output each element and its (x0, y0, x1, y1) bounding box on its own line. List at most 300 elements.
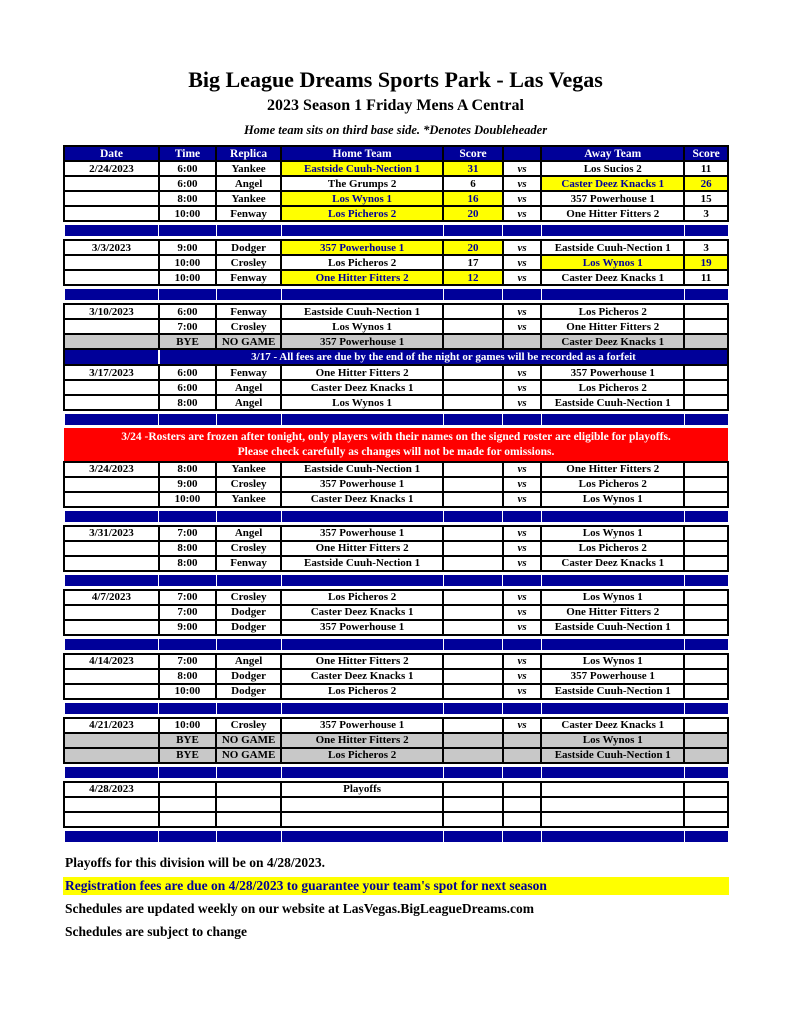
away-team-cell: Eastside Cuuh-Nection 1 (541, 684, 684, 699)
replica-cell: Crosley (216, 477, 281, 492)
away-team-cell: Eastside Cuuh-Nection 1 (541, 240, 684, 255)
away-team-cell: Caster Deez Knacks 1 (541, 718, 684, 733)
home-score-cell (443, 395, 503, 410)
away-team-cell: Los Picheros 2 (541, 477, 684, 492)
vs-cell: vs (503, 556, 542, 571)
schedule-table-header (64, 146, 728, 161)
home-score-cell (443, 748, 503, 763)
vs-cell (503, 748, 542, 763)
division-subtitle: 2023 Season 1 Friday Mens A Central (267, 97, 524, 115)
separator-cell (443, 414, 503, 425)
empty-row (64, 797, 728, 812)
replica-cell: Dodger (216, 669, 281, 684)
time-cell (159, 812, 216, 827)
away-team-cell: Los Wynos 1 (541, 526, 684, 541)
separator-row (64, 703, 728, 714)
replica-cell: Yankee (216, 191, 281, 206)
replica-cell: Fenway (216, 206, 281, 221)
home-team-cell: Caster Deez Knacks 1 (281, 380, 443, 395)
game-row (64, 206, 728, 221)
game-row (64, 191, 728, 206)
game-row (64, 526, 728, 541)
separator-cell (443, 639, 503, 650)
home-team-cell: Los Picheros 2 (281, 684, 443, 699)
away-score-cell: 26 (684, 176, 728, 191)
replica-cell (216, 812, 281, 827)
separator-row (64, 289, 728, 300)
away-team-cell: 357 Powerhouse 1 (541, 191, 684, 206)
away-score-cell (684, 395, 728, 410)
home-score-cell (443, 334, 503, 349)
date-cell (64, 334, 159, 349)
vs-cell: vs (503, 620, 542, 635)
home-team-cell: 357 Powerhouse 1 (281, 526, 443, 541)
home-score-cell (443, 654, 503, 669)
separator-cell (443, 225, 503, 236)
home-score-cell: 12 (443, 270, 503, 285)
game-row (64, 161, 728, 176)
date-cell (64, 733, 159, 748)
col-header-time: Time (159, 146, 216, 161)
game-row (64, 270, 728, 285)
away-score-cell (684, 654, 728, 669)
game-row (64, 541, 728, 556)
separator-row (64, 831, 728, 842)
home-team-cell: Los Picheros 2 (281, 748, 443, 763)
home-score-cell: 31 (443, 161, 503, 176)
home-team-cell (281, 797, 443, 812)
separator-cell (281, 225, 443, 236)
home-team-cell: 357 Powerhouse 1 (281, 718, 443, 733)
away-score-cell: 15 (684, 191, 728, 206)
away-team-cell: Eastside Cuuh-Nection 1 (541, 395, 684, 410)
separator-cell (503, 831, 542, 842)
separator-cell (159, 703, 216, 714)
home-score-cell: 20 (443, 240, 503, 255)
separator-cell (443, 511, 503, 522)
home-score-cell (443, 812, 503, 827)
home-score-cell (443, 605, 503, 620)
time-cell: 9:00 (159, 240, 216, 255)
away-score-cell (684, 748, 728, 763)
separator-cell (216, 703, 281, 714)
separator-cell (216, 289, 281, 300)
away-score-cell (684, 797, 728, 812)
game-row (64, 684, 728, 699)
separator-cell (159, 767, 216, 778)
separator-cell (443, 831, 503, 842)
away-score-cell (684, 590, 728, 605)
date-cell (64, 492, 159, 507)
away-score-cell (684, 605, 728, 620)
date-cell (64, 270, 159, 285)
away-score-cell: 11 (684, 161, 728, 176)
vs-cell: vs (503, 206, 542, 221)
replica-cell: Dodger (216, 684, 281, 699)
replica-cell: Dodger (216, 240, 281, 255)
away-team-cell: Los Picheros 2 (541, 304, 684, 319)
time-cell: 7:00 (159, 605, 216, 620)
separator-row (64, 511, 728, 522)
vs-cell: vs (503, 605, 542, 620)
home-score-cell (443, 733, 503, 748)
away-score-cell (684, 541, 728, 556)
separator-cell (281, 831, 443, 842)
home-score-cell (443, 669, 503, 684)
date-cell (64, 380, 159, 395)
away-score-cell (684, 492, 728, 507)
vs-cell (503, 733, 542, 748)
away-score-cell: 3 (684, 206, 728, 221)
footer-notes (63, 854, 729, 941)
date-cell (64, 191, 159, 206)
replica-cell: Angel (216, 654, 281, 669)
separator-cell (684, 703, 728, 714)
separator-cell (159, 831, 216, 842)
away-team-cell: Los Sucios 2 (541, 161, 684, 176)
home-score-cell (443, 526, 503, 541)
away-score-cell: 19 (684, 255, 728, 270)
vs-cell: vs (503, 240, 542, 255)
date-cell (64, 669, 159, 684)
separator-cell (216, 575, 281, 586)
time-cell: 8:00 (159, 462, 216, 477)
separator-cell (64, 831, 159, 842)
separator-cell (159, 414, 216, 425)
replica-cell: NO GAME (216, 334, 281, 349)
home-score-cell (443, 492, 503, 507)
away-score-cell (684, 733, 728, 748)
time-cell: 6:00 (159, 365, 216, 380)
home-team-cell: Eastside Cuuh-Nection 1 (281, 161, 443, 176)
separator-cell (159, 511, 216, 522)
date-cell (64, 349, 159, 365)
home-score-cell (443, 477, 503, 492)
vs-cell: vs (503, 380, 542, 395)
banner-line: 3/24 -Rosters are frozen after tonight, only players with their names on the signed roster are eligible for playoffs. (121, 431, 671, 444)
separator-cell (64, 225, 159, 236)
replica-cell: Crosley (216, 255, 281, 270)
separator-row (64, 225, 728, 236)
home-team-cell: 357 Powerhouse 1 (281, 240, 443, 255)
vs-cell: vs (503, 319, 542, 334)
fees-note-row (64, 349, 728, 365)
time-cell: 10:00 (159, 492, 216, 507)
date-cell: 3/10/2023 (64, 304, 159, 319)
home-score-cell: 20 (443, 206, 503, 221)
separator-cell (64, 414, 159, 425)
time-cell: 10:00 (159, 270, 216, 285)
away-team-cell: Los Picheros 2 (541, 380, 684, 395)
separator-cell (216, 639, 281, 650)
home-team-cell: 357 Powerhouse 1 (281, 620, 443, 635)
date-cell (64, 605, 159, 620)
away-team-cell: One Hitter Fitters 2 (541, 462, 684, 477)
away-score-cell (684, 620, 728, 635)
replica-cell: Yankee (216, 161, 281, 176)
away-team-cell: One Hitter Fitters 2 (541, 319, 684, 334)
game-row (64, 477, 728, 492)
separator-cell (443, 767, 503, 778)
away-team-cell: Eastside Cuuh-Nection 1 (541, 620, 684, 635)
date-cell: 4/28/2023 (64, 782, 159, 797)
separator-cell (503, 289, 542, 300)
away-score-cell (684, 669, 728, 684)
replica-cell (216, 782, 281, 797)
game-row (64, 319, 728, 334)
separator-cell (684, 414, 728, 425)
home-team-cell: One Hitter Fitters 2 (281, 654, 443, 669)
playoffs-note: Playoffs for this division will be on 4/28/2023. (65, 854, 326, 870)
spacer-cell (64, 842, 728, 845)
separator-cell (541, 575, 684, 586)
home-score-cell (443, 620, 503, 635)
time-cell: 8:00 (159, 541, 216, 556)
away-score-cell (684, 334, 728, 349)
separator-cell (541, 703, 684, 714)
separator-cell (541, 767, 684, 778)
separator-cell (503, 767, 542, 778)
vs-cell: vs (503, 255, 542, 270)
separator-cell (64, 289, 159, 300)
away-score-cell (684, 526, 728, 541)
date-cell: 4/7/2023 (64, 590, 159, 605)
home-team-cell: Eastside Cuuh-Nection 1 (281, 462, 443, 477)
time-cell: BYE (159, 748, 216, 763)
away-team-cell: Los Wynos 1 (541, 590, 684, 605)
replica-cell: Crosley (216, 718, 281, 733)
vs-cell: vs (503, 526, 542, 541)
home-team-cell: One Hitter Fitters 2 (281, 270, 443, 285)
home-score-cell (443, 782, 503, 797)
spacer-row (64, 842, 728, 845)
home-team-cell: Los Picheros 2 (281, 255, 443, 270)
home-team-cell: Caster Deez Knacks 1 (281, 669, 443, 684)
away-score-cell (684, 380, 728, 395)
game-row (64, 365, 728, 380)
away-score-cell (684, 365, 728, 380)
replica-cell: NO GAME (216, 733, 281, 748)
game-row (64, 654, 728, 669)
time-cell: 10:00 (159, 684, 216, 699)
away-team-cell (541, 782, 684, 797)
separator-cell (216, 225, 281, 236)
col-header-vs (503, 146, 542, 161)
time-cell: 10:00 (159, 718, 216, 733)
separator-cell (159, 289, 216, 300)
separator-cell (684, 639, 728, 650)
date-cell: 3/17/2023 (64, 365, 159, 380)
away-team-cell: Caster Deez Knacks 1 (541, 334, 684, 349)
replica-cell: Fenway (216, 270, 281, 285)
vs-cell: vs (503, 365, 542, 380)
separator-cell (281, 767, 443, 778)
separator-cell (281, 511, 443, 522)
separator-row (64, 414, 728, 425)
home-team-cell: Eastside Cuuh-Nection 1 (281, 304, 443, 319)
separator-cell (541, 831, 684, 842)
away-score-cell (684, 812, 728, 827)
home-team-cell: The Grumps 2 (281, 176, 443, 191)
date-cell (64, 176, 159, 191)
separator-cell (684, 289, 728, 300)
separator-cell (684, 511, 728, 522)
home-score-cell (443, 797, 503, 812)
home-score-cell (443, 365, 503, 380)
separator-cell (64, 639, 159, 650)
date-cell: 3/31/2023 (64, 526, 159, 541)
separator-cell (64, 703, 159, 714)
separator-row (64, 575, 728, 586)
away-team-cell: Caster Deez Knacks 1 (541, 176, 684, 191)
separator-cell (541, 511, 684, 522)
date-cell: 3/24/2023 (64, 462, 159, 477)
separator-row (64, 767, 728, 778)
separator-cell (443, 575, 503, 586)
date-cell (64, 541, 159, 556)
game-row (64, 782, 728, 797)
date-cell (64, 748, 159, 763)
away-score-cell: 11 (684, 270, 728, 285)
home-team-cell: Los Picheros 2 (281, 206, 443, 221)
date-cell (64, 255, 159, 270)
vs-cell: vs (503, 541, 542, 556)
game-row (64, 556, 728, 571)
replica-cell (216, 797, 281, 812)
separator-cell (684, 575, 728, 586)
separator-cell (159, 575, 216, 586)
game-row (64, 395, 728, 410)
game-row (64, 669, 728, 684)
home-team-cell: Eastside Cuuh-Nection 1 (281, 556, 443, 571)
fees-note-text: 3/17 - All fees are due by the end of the night or games will be recorded as a forfeit (159, 349, 728, 365)
date-cell (64, 477, 159, 492)
separator-cell (503, 575, 542, 586)
time-cell: BYE (159, 334, 216, 349)
away-team-cell: Los Wynos 1 (541, 654, 684, 669)
home-score-cell: 17 (443, 255, 503, 270)
away-team-cell: Los Wynos 1 (541, 255, 684, 270)
game-row (64, 462, 728, 477)
home-score-cell (443, 304, 503, 319)
separator-cell (684, 767, 728, 778)
replica-cell: Crosley (216, 319, 281, 334)
page-title: Big League Dreams Sports Park - Las Vegas (188, 67, 603, 92)
separator-cell (281, 289, 443, 300)
home-score-cell (443, 319, 503, 334)
away-team-cell (541, 812, 684, 827)
home-score-cell: 16 (443, 191, 503, 206)
away-score-cell (684, 319, 728, 334)
time-cell (159, 797, 216, 812)
replica-cell: Crosley (216, 590, 281, 605)
vs-cell: vs (503, 191, 542, 206)
date-cell (64, 812, 159, 827)
game-row (64, 304, 728, 319)
home-team-cell: Los Wynos 1 (281, 395, 443, 410)
home-score-cell (443, 541, 503, 556)
time-cell: 6:00 (159, 176, 216, 191)
separator-cell (64, 767, 159, 778)
time-cell: 7:00 (159, 526, 216, 541)
separator-cell (281, 703, 443, 714)
home-team-cell: 357 Powerhouse 1 (281, 334, 443, 349)
vs-cell: vs (503, 462, 542, 477)
away-team-cell: Los Wynos 1 (541, 733, 684, 748)
date-cell: 4/14/2023 (64, 654, 159, 669)
home-score-cell (443, 556, 503, 571)
separator-cell (281, 414, 443, 425)
separator-cell (443, 703, 503, 714)
away-score-cell (684, 462, 728, 477)
separator-cell (216, 831, 281, 842)
vs-cell (503, 782, 542, 797)
date-cell (64, 556, 159, 571)
away-score-cell (684, 477, 728, 492)
home-team-cell: Los Wynos 1 (281, 191, 443, 206)
separator-cell (216, 767, 281, 778)
away-team-cell: Los Wynos 1 (541, 492, 684, 507)
vs-cell: vs (503, 654, 542, 669)
home-team-cell: One Hitter Fitters 2 (281, 733, 443, 748)
home-score-cell (443, 380, 503, 395)
away-team-cell: 357 Powerhouse 1 (541, 669, 684, 684)
replica-cell: Angel (216, 176, 281, 191)
separator-cell (159, 639, 216, 650)
home-team-cell: Caster Deez Knacks 1 (281, 492, 443, 507)
away-team-cell (541, 797, 684, 812)
separator-cell (541, 639, 684, 650)
vs-cell (503, 797, 542, 812)
separator-cell (281, 575, 443, 586)
time-cell: 8:00 (159, 191, 216, 206)
game-row (64, 718, 728, 733)
empty-row (64, 812, 728, 827)
replica-cell: Yankee (216, 462, 281, 477)
game-row (64, 255, 728, 270)
time-cell: 9:00 (159, 620, 216, 635)
home-score-cell (443, 718, 503, 733)
col-header-date: Date (64, 146, 159, 161)
date-cell (64, 797, 159, 812)
schedule-change-note: Schedules are subject to change (65, 923, 247, 939)
schedule-table (63, 145, 729, 845)
date-cell: 4/21/2023 (64, 718, 159, 733)
replica-cell: Fenway (216, 304, 281, 319)
game-row (64, 620, 728, 635)
bye-row (64, 733, 728, 748)
vs-cell: vs (503, 684, 542, 699)
schedule-table-body (64, 161, 728, 845)
time-cell: 10:00 (159, 206, 216, 221)
separator-cell (541, 225, 684, 236)
away-score-cell (684, 304, 728, 319)
home-score-cell (443, 462, 503, 477)
website-note: Schedules are updated weekly on our website at LasVegas.BigLeagueDreams.com (65, 900, 535, 916)
vs-cell: vs (503, 590, 542, 605)
home-team-cell (281, 812, 443, 827)
replica-cell: Crosley (216, 541, 281, 556)
replica-cell: NO GAME (216, 748, 281, 763)
separator-cell (503, 414, 542, 425)
col-header-away-score: Score (684, 146, 728, 161)
separator-cell (503, 225, 542, 236)
separator-cell (503, 703, 542, 714)
separator-cell (503, 639, 542, 650)
col-header-home-score: Score (443, 146, 503, 161)
bye-row (64, 748, 728, 763)
home-score-cell (443, 590, 503, 605)
